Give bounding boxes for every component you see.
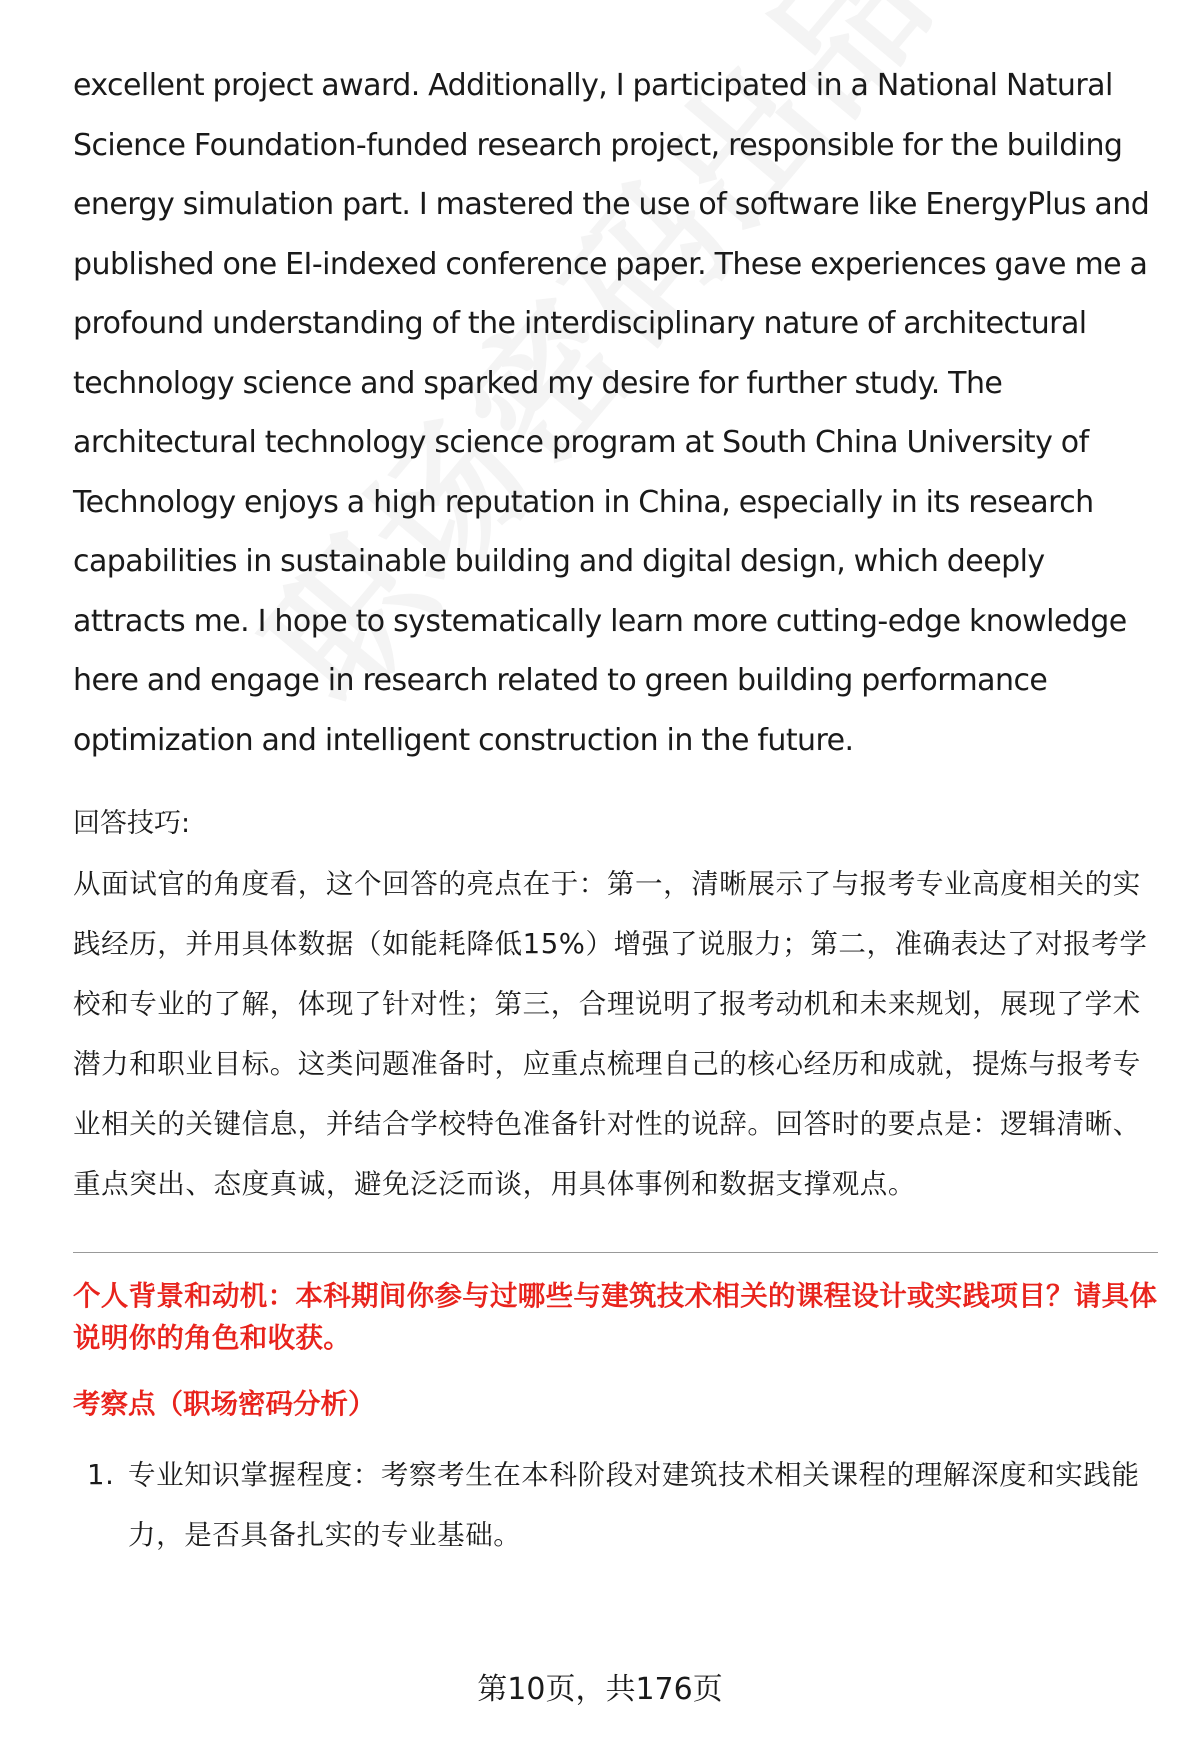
page-number-footer: 第10页，共176页 [477, 1672, 723, 1707]
page-content [73, 56, 1158, 1565]
tips-body-paragraph: 从面试官的角度看，这个回答的亮点在于：第一，清晰展示了与报考专业高度相关的实践经历，并用具体数据（如能耗降低15%）增强了说服力；第二，准确表达了对报考学校和专业的了解，体现了针对性；第三，合理说明了报考动机和未来规划，展现了学术潜力和职业目标。这类问题准备时，应重点梳理自己的核心经历和成就，提炼与报考专业相关的关键信息，并结合学校特色准备针对性的说辞。回答时的要点是：逻辑清晰、重点突出、态度真诚，避免泛泛而谈，用具体事例和数据支撑观点。 [73, 868, 1148, 1200]
analysis-heading: 考察点（职场密码分析） [73, 1388, 376, 1420]
question-heading: 个人背景和动机：本科期间你参与过哪些与建筑技术相关的课程设计或实践项目？请具体说明你的角色和收获。 [73, 1280, 1158, 1354]
point-number: 1. [87, 1459, 115, 1491]
analysis-point-list [73, 1445, 1158, 1565]
answer-continuation-paragraph: excellent project award. Additionally, I participated in a National Natural Science Foundation-funded research project, responsible for the building energy simulation part. I mastered the use of software like EnergyPlus and published one EI-indexed conference paper. These experiences gave me a profound understanding of the interdisciplinary nature of architectural technology science and sparked my desire for further study. The architectural technology science program at South China University of Technology enjoys a high reputation in China, especially in its research capabilities in sustainable building and digital design, which deeply attracts me. I hope to systematically learn more cutting-edge knowledge here and engage in research related to green building performance optimization and intelligent construction in the future. [73, 68, 1150, 758]
section-divider [73, 1252, 1158, 1253]
analysis-point-item [73, 1445, 1158, 1565]
point-text: 专业知识掌握程度：考察考生在本科阶段对建筑技术相关课程的理解深度和实践能力，是否具备扎实的专业基础。 [128, 1459, 1140, 1551]
tips-label: 回答技巧: [73, 808, 191, 839]
